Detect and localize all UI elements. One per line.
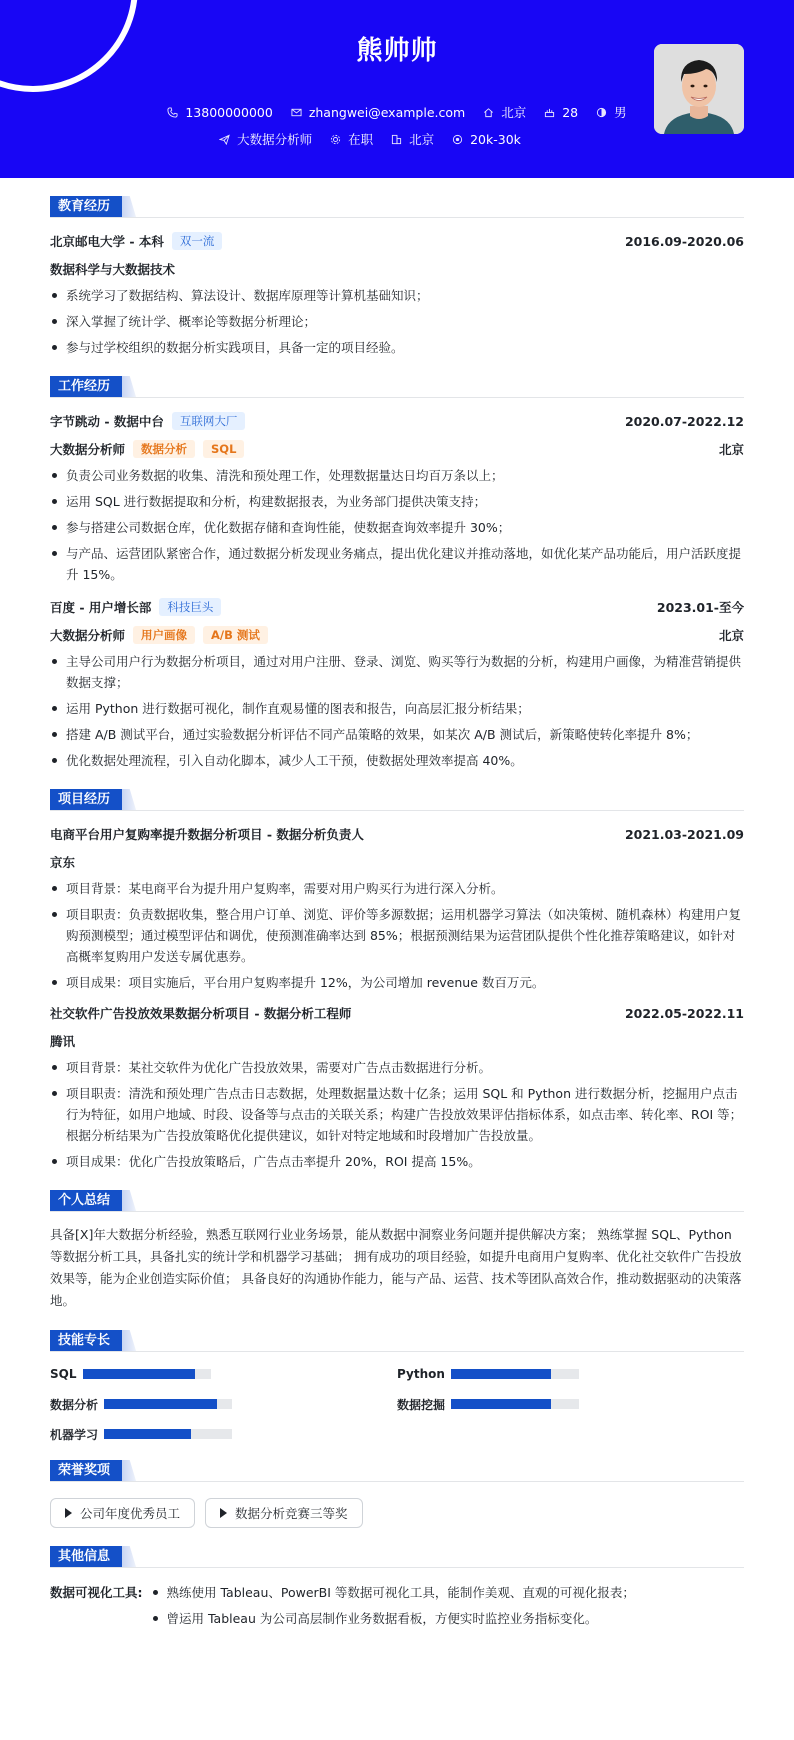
skill-bar-fill (451, 1399, 551, 1409)
job-text: 大数据分析师 (237, 132, 313, 147)
summary-text: 具备[X]年大数据分析经验，熟悉互联网行业业务场景，能从数据中洞察业务问题并提供解决方案； 熟练掌握 SQL、Python 等数据分析工具，具备扎实的统计学和机器学习基础； 拥有成功的项目经验，如提升电商用户复购率、优化社交软件广告投放效果等，能为企业创造实际价值； 具备良好的沟通协作能力，能与产品、运营、技术等团队高效合作，推动数据驱动的决策落地。 (50, 1227, 742, 1308)
work-location: 北京 (718, 628, 744, 643)
age-text: 28 (562, 104, 579, 120)
project-bullets (50, 1057, 744, 1172)
resume-header (0, 0, 794, 178)
gender-item (596, 103, 627, 121)
section-awards (50, 1460, 744, 1482)
skill-item (50, 1396, 397, 1412)
company-tag: 科技巨头 (159, 598, 221, 616)
project-org: 腾讯 (50, 1034, 76, 1049)
skill-item (50, 1426, 397, 1442)
role-name: 大数据分析师 (50, 442, 126, 457)
work-role-line (50, 625, 744, 645)
skill-tag: SQL (203, 440, 244, 458)
section-title-education: 教育经历 (50, 196, 122, 217)
send-icon (219, 134, 230, 145)
cake-icon (544, 107, 555, 118)
gender-icon (596, 107, 607, 118)
school-name: 北京邮电大学 - 本科 (50, 234, 164, 249)
resume-body (0, 196, 794, 1634)
age-item (544, 105, 578, 120)
section-work (50, 376, 744, 398)
skill-bar-fill (451, 1369, 551, 1379)
job-item (219, 130, 312, 148)
phone-item (167, 105, 272, 120)
education-entry-head (50, 231, 744, 251)
play-icon (220, 1508, 227, 1518)
list-item: 优化数据处理流程，引入自动化脚本，减少人工干预，使数据处理效率提高 40%。 (50, 750, 744, 771)
skill-label: SQL (50, 1367, 77, 1381)
project-entry-head (50, 824, 744, 844)
list-item: 主导公司用户行为数据分析项目，通过对用户注册、登录、浏览、购买等行为数据的分析，构建用户画像，为精准营销提供数据支撑； (50, 651, 744, 693)
company-name: 百度 - 用户增长部 (50, 600, 152, 615)
project-org: 京东 (50, 855, 76, 870)
major: 数据科学与大数据技术 (50, 262, 176, 277)
email-text: zhangwei@example.com (308, 104, 466, 120)
section-skills (50, 1330, 744, 1352)
list-item: 负责公司业务数据的收集、清洗和预处理工作，处理数据量达日均百万条以上； (50, 465, 744, 486)
list-item: 项目成果：项目实施后，平台用户复购率提升 12%，为公司增加 revenue 数百万元。 (50, 972, 744, 993)
work-location: 北京 (718, 442, 744, 457)
mail-icon (291, 107, 302, 118)
other-info (50, 1582, 744, 1634)
building-icon (391, 134, 402, 145)
skill-label: Python (397, 1367, 445, 1381)
section-summary (50, 1190, 744, 1212)
skill-tag: A/B 测试 (203, 626, 268, 644)
other-bullets (151, 1582, 635, 1634)
work-role-line (50, 439, 744, 459)
section-projects (50, 789, 744, 811)
skill-bar-fill (104, 1429, 191, 1439)
list-item: 项目背景：某社交软件为优化广告投放效果，需要对广告点击数据进行分析。 (50, 1057, 744, 1078)
list-item: 与产品、运营团队紧密合作，通过数据分析发现业务痛点，提出优化建议并推动落地，如优化某产品功能后，用户活跃度提升 15%。 (50, 543, 744, 585)
award-chip (205, 1498, 363, 1528)
email-item (291, 105, 465, 120)
skill-bar-fill (104, 1399, 217, 1409)
home-icon (483, 107, 494, 118)
list-item: 项目职责：负责数据收集，整合用户订单、浏览、评价等多源数据；运用机器学习算法（如决策树、随机森林）构建用户复购预测模型；通过模型评估和调优，使预测准确率达到 85%；根据预测结果为运营团队提供个性化推荐策略建议，如针对高概率复购用户发送专属优惠券。 (50, 904, 744, 967)
skill-bar (451, 1399, 579, 1409)
project-date: 2022.05-2022.11 (624, 1005, 744, 1021)
project-date: 2021.03-2021.09 (624, 826, 744, 842)
list-item: 项目背景：某电商平台为提升用户复购率，需要对用户购买行为进行深入分析。 (50, 878, 744, 899)
section-other (50, 1546, 744, 1568)
list-item: 搭建 A/B 测试平台，通过实验数据分析评估不同产品策略的效果，如某次 A/B 测试后，新策略使转化率提升 8%； (50, 724, 744, 745)
skill-bar (83, 1369, 211, 1379)
gear-icon (330, 134, 341, 145)
list-item: 项目成果：优化广告投放策略后，广告点击率提升 20%，ROI 提高 15%。 (50, 1151, 744, 1172)
section-title-summary: 个人总结 (50, 1190, 122, 1211)
list-item: 参与过学校组织的数据分析实践项目，具备一定的项目经验。 (50, 337, 744, 358)
skill-item (397, 1396, 744, 1412)
project-entry-head (50, 1003, 744, 1023)
company-tag: 互联网大厂 (172, 412, 246, 430)
work-date: 2023.01-至今 (656, 600, 744, 615)
skill-bar (451, 1369, 579, 1379)
city-text: 北京 (501, 105, 527, 120)
skill-label: 数据挖掘 (397, 1397, 446, 1412)
status-text: 在职 (348, 132, 374, 147)
city-item (483, 103, 526, 121)
candidate-name: 熊帅帅 (356, 36, 438, 66)
award-label: 公司年度优秀员工 (80, 1506, 181, 1521)
awards-list (50, 1498, 744, 1528)
avatar (654, 44, 744, 134)
section-title-other: 其他信息 (50, 1546, 122, 1567)
work-entry-head (50, 411, 744, 431)
salary-text: 20k-30k (470, 131, 521, 147)
section-title-work: 工作经历 (50, 376, 122, 397)
education-bullets (50, 285, 744, 358)
list-item: 项目职责：清洗和预处理广告点击日志数据，处理数据量达数十亿条；运用 SQL 和 Python 进行数据分析，挖掘用户点击行为特征，如用户地域、时段、设备等与点击的关联关系；构建广告投放效果评估指标体系，如点击率、转化率、ROI 等；根据分析结果为广告投放策略优化提供建议，如针对特定地域和时段增加广告投放量。 (50, 1083, 744, 1146)
project-title: 社交软件广告投放效果数据分析项目 - 数据分析工程师 (50, 1006, 352, 1021)
project-title: 电商平台用户复购率提升数据分析项目 - 数据分析负责人 (50, 827, 364, 842)
skill-bar (104, 1399, 232, 1409)
award-chip (50, 1498, 195, 1528)
work-entry-head (50, 597, 744, 617)
work-bullets (50, 465, 744, 585)
salary-item (452, 132, 521, 147)
skill-tag: 用户画像 (133, 626, 195, 644)
skill-bar-fill (83, 1369, 196, 1379)
phone-icon (167, 107, 178, 118)
list-item: 运用 SQL 进行数据提取和分析，构建数据报表，为业务部门提供决策支持； (50, 491, 744, 512)
list-item: 系统学习了数据结构、算法设计、数据库原理等计算机基础知识； (50, 285, 744, 306)
company-name: 字节跳动 - 数据中台 (50, 414, 164, 429)
list-item: 参与搭建公司数据仓库，优化数据存储和查询性能，使数据查询效率提升 30%； (50, 517, 744, 538)
work-city-item (391, 130, 434, 148)
work-city-text: 北京 (409, 132, 435, 147)
skills-grid (50, 1366, 744, 1442)
section-title-awards: 荣誉奖项 (50, 1460, 122, 1481)
other-label: 数据可视化工具: (50, 1585, 143, 1600)
skill-tag: 数据分析 (133, 440, 195, 458)
skill-item (397, 1366, 744, 1382)
gender-text: 男 (614, 105, 627, 120)
play-icon (65, 1508, 72, 1518)
section-education (50, 196, 744, 218)
list-item: 运用 Python 进行数据可视化，制作直观易懂的图表和报告，向高层汇报分析结果； (50, 698, 744, 719)
coin-icon (452, 134, 463, 145)
phone-text: 13800000000 (185, 104, 273, 120)
skill-label: 数据分析 (50, 1397, 99, 1412)
work-bullets (50, 651, 744, 771)
list-item: 深入掌握了统计学、概率论等数据分析理论； (50, 311, 744, 332)
skill-bar (104, 1429, 232, 1439)
skill-item (50, 1366, 397, 1382)
education-date: 2016.09-2020.06 (624, 233, 744, 249)
section-title-skills: 技能专长 (50, 1330, 122, 1351)
list-item: 熟练使用 Tableau、PowerBI 等数据可视化工具，能制作美观、直观的可视化报表； (151, 1582, 635, 1603)
skill-label: 机器学习 (50, 1427, 99, 1442)
project-bullets (50, 878, 744, 993)
list-item: 曾运用 Tableau 为公司高层制作业务数据看板，方便实时监控业务指标变化。 (151, 1608, 635, 1629)
school-tag: 双一流 (172, 232, 223, 250)
work-date: 2020.07-2022.12 (624, 413, 744, 429)
role-name: 大数据分析师 (50, 628, 126, 643)
status-item (330, 130, 373, 148)
section-title-projects: 项目经历 (50, 789, 122, 810)
award-label: 数据分析竞赛三等奖 (235, 1506, 348, 1521)
